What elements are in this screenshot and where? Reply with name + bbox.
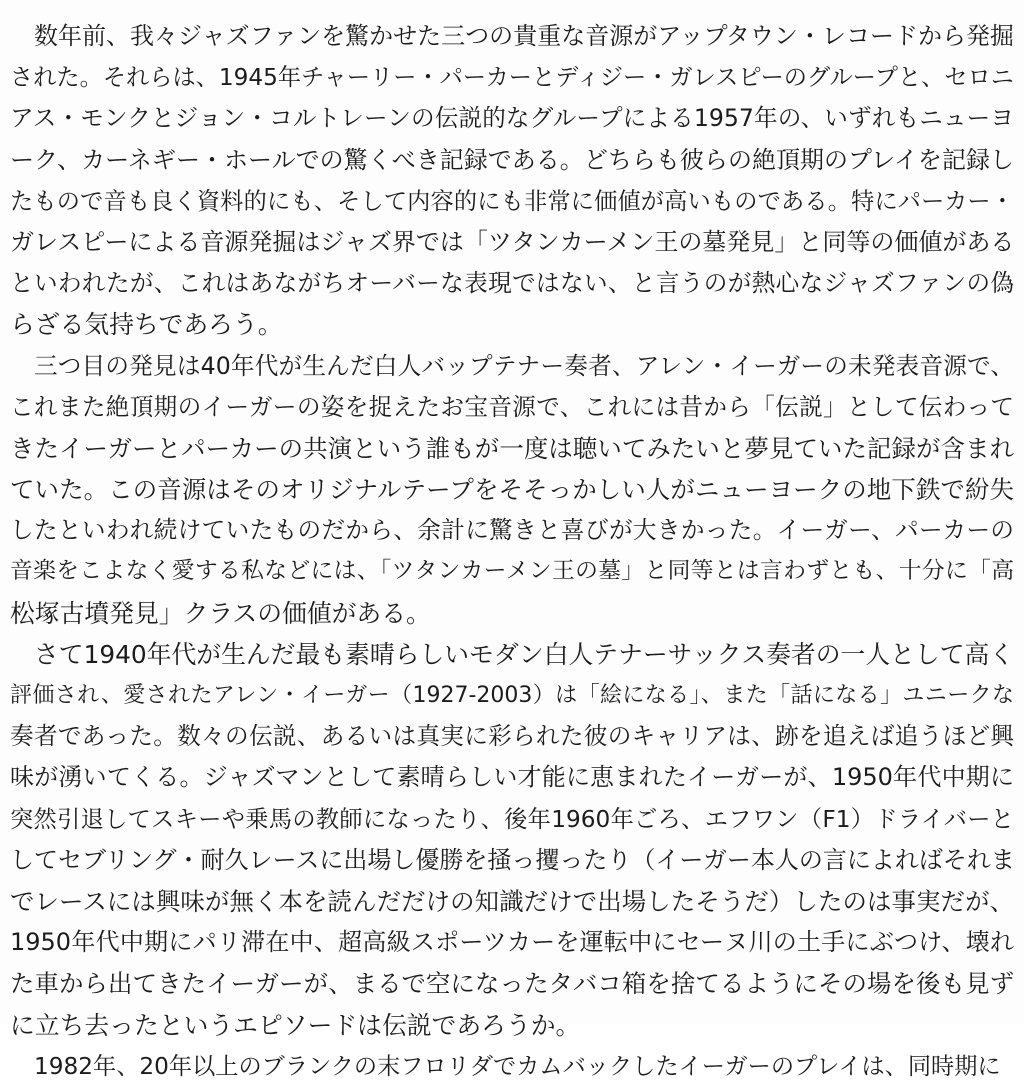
paragraph [10, 16, 1014, 346]
paragraph [10, 634, 1014, 1046]
text-line: 松塚古墳発見」クラスの価値がある。 [10, 598, 431, 628]
text-line: 数年前、我々ジャズファンを驚かせた三つの貴重な音源がアップタウン・レコードから発掘 [34, 22, 1014, 50]
text-line: らざる気持ちであろう。 [10, 310, 283, 340]
text-line: たもので音も良く資料的にも、そして内容的にも非常に価値が高いものである。特にパーカー・ [10, 187, 1014, 215]
text-line: してセブリング・耐久レースに出場し優勝を掻っ攫ったり（イーガー本人の言によればそれま [10, 845, 1015, 874]
text-line: 1950年代中期にパリ滞在中、超高級スポーツカーを運転中にセーヌ川の土手にぶつけ、壊れ [10, 928, 1014, 957]
text-line: 奏者であった。数々の伝説、あるいは真実に彩られた彼のキャリアは、跡を追えば追うほど興 [10, 722, 1014, 751]
paragraph [10, 346, 1014, 634]
paragraph [10, 1046, 1014, 1087]
text-line: 突然引退してスキーや乗馬の教師になったり、後年1960年ごろ、エフワン（F1）ドライバーと [10, 805, 1014, 833]
text-line: 評価され、愛されたアレン・イーガー（1927-2003）は「絵になる」、また「話になる」ユニークな [10, 683, 1014, 708]
text-line: 音楽をこよなく愛する私などには、「ツタンカーメン王の墓」と同等とは言わずとも、十分に「高 [10, 558, 1014, 585]
text-line: でレースには興味が無く本を読んだだけの知識だけで出場したそうだ）したのは事実だが、 [10, 886, 1014, 916]
text-line: といわれたが、これはあながちオーバーな表現ではない、と言うのが熱心なジャズファンの偽 [10, 269, 1014, 298]
text-line: さて1940年代が生んだ最も素晴らしいモダン白人テナーサックス奏者の一人として高く [34, 639, 1015, 669]
text-line: きたイーガーとパーカーの共演という誰もが一度は聴いてみたいと夢見ていた記録が含まれ [10, 433, 1014, 463]
text-line: アス・モンクとジョン・コルトレーンの伝説的なグループによる1957年の、いずれもニューヨ [10, 104, 1014, 133]
text-line: に立ち去ったというエピソードは伝説であろうか。 [10, 1010, 581, 1040]
text-line: ーク、カーネギー・ホールでの驚くべき記録である。どちらも彼らの絶頂期のプレイを記録し [10, 145, 1014, 174]
text-line: したといわれ続けていたものだから、余計に驚きと喜びが大きかった。イーガー、パーカーの [10, 516, 1014, 545]
text-line: 味が湧いてくる。ジャズマンとして素晴らしい才能に恵まれたイーガーが、1950年代中期に [10, 763, 1014, 792]
text-line: された。それらは、1945年チャーリー・パーカーとディジー・ガレスピーのグループと、セロニ [10, 64, 1014, 92]
text-line: これまた絶頂期のイーガーの姿を捉えたお宝音源で、これには昔から「伝説」として伝わって [10, 392, 1014, 421]
article-body [10, 16, 1014, 1087]
text-line: 三つ目の発見は40年代が生んだ白人バップテナー奏者、アレン・イーガーの未発表音源で、 [34, 351, 1014, 380]
text-line: ガレスピーによる音源発掘はジャズ界では「ツタンカーメン王の墓発見」と同等の価値がある [10, 227, 1015, 256]
text-line: た車から出てきたイーガーが、まるで空になったタバコ箱を捨てるようにその場を後も見ず [10, 969, 1014, 999]
text-line: ていた。この音源はそのオリジナルテープをそそっかしい人がニューヨークの地下鉄で紛失 [10, 475, 1014, 505]
text-line: 1982年、20年以上のブランクの末フロリダでカムバックしたイーガーのプレイは、同時期に [34, 1052, 1001, 1080]
